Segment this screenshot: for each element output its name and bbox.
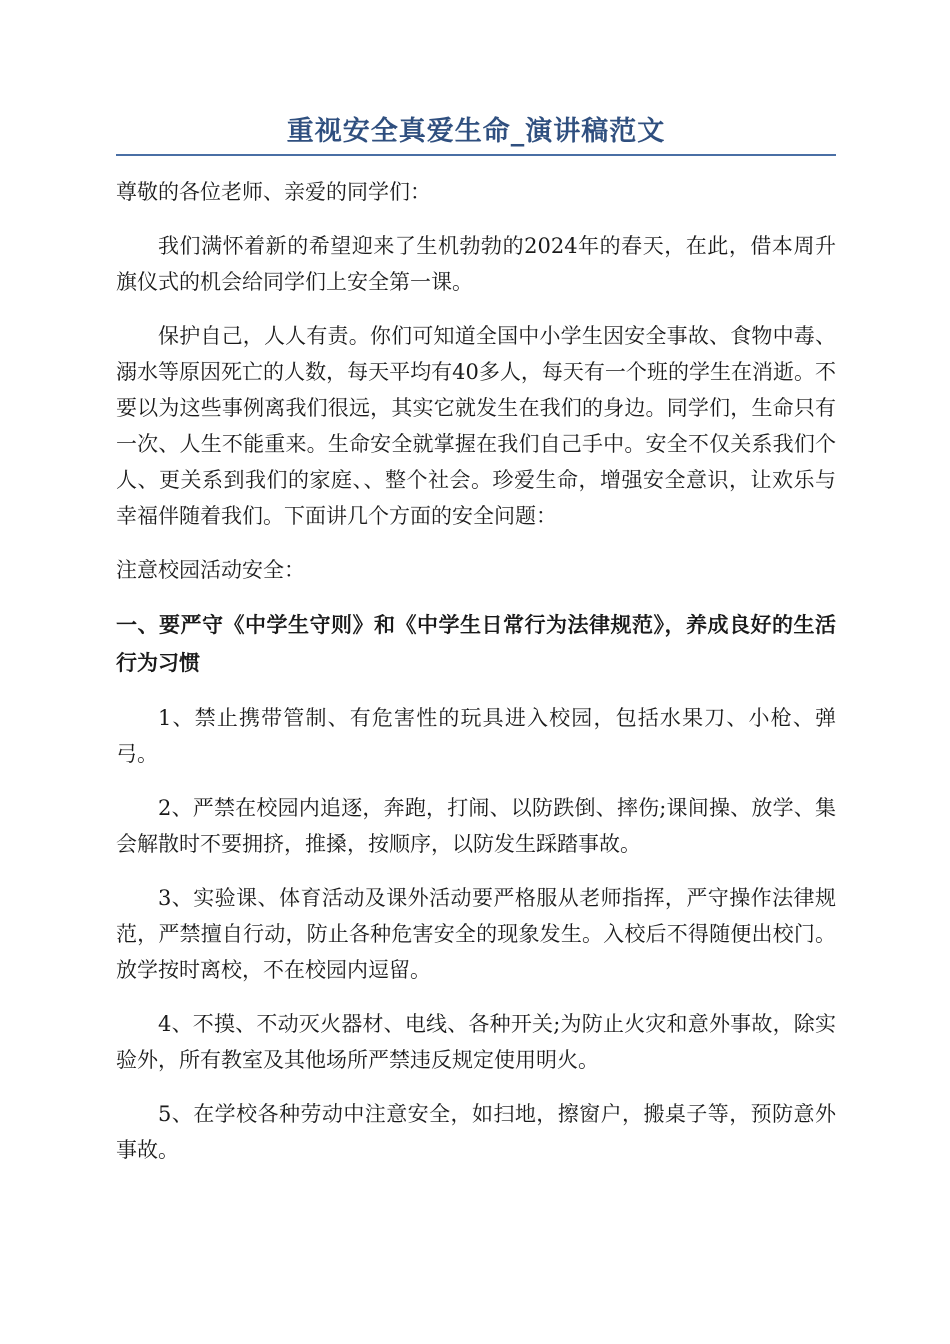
title-underline [116, 154, 836, 156]
list-item: 5、在学校各种劳动中注意安全，如扫地，擦窗户，搬桌子等，预防意外事故。 [116, 1102, 836, 1162]
paragraph-body: 保护自己，人人有责。你们可知道全国中小学生因安全事故、食物中毒、溺水等原因死亡的人数，每天平均有40多人，每天有一个班的学生在消逝。不要以为这些事例离我们很远，其实它就发生在我们的身边。同学们，生命只有一次、人生不能重来。生命安全就掌握在我们自己手中。安全不仅关系我们个人、更关系到我们的家庭、、整个社会。珍爱生命，增强安全意识，让欢乐与幸福伴随着我们。下面讲几个方面的安全问题： [116, 324, 836, 528]
list-item: 4、不摸、不动灭火器材、电线、各种开关;为防止火灾和意外事故，除实验外，所有教室及其他场所严禁违反规定使用明火。 [116, 1012, 836, 1072]
list-item: 2、严禁在校园内追逐，奔跑，打闹、以防跌倒、摔伤;课间操、放学、集会解散时不要拥挤，推搡，按顺序，以防发生踩踏事故。 [116, 796, 836, 856]
list-item: 3、实验课、体育活动及课外活动要严格服从老师指挥，严守操作法律规范，严禁擅自行动，防止各种危害安全的现象发生。入校后不得随便出校门。放学按时离校，不在校园内逗留。 [116, 886, 836, 982]
paragraph-intro: 我们满怀着新的希望迎来了生机勃勃的2024年的春天，在此，借本周升旗仪式的机会给同学们上安全第一课。 [116, 234, 836, 294]
salutation: 尊敬的各位老师、亲爱的同学们： [116, 180, 431, 204]
document-page [116, 110, 836, 1186]
section-heading: 一、要严守《中学生守则》和《中学生日常行为法律规范》，养成良好的生活行为习惯 [116, 613, 836, 675]
list-item: 1、禁止携带管制、有危害性的玩具进入校园，包括水果刀、小枪、弹弓。 [116, 706, 836, 766]
topic-line: 注意校园活动安全： [116, 558, 305, 582]
document-title: 重视安全真爱生命_演讲稿范文 [286, 116, 666, 147]
